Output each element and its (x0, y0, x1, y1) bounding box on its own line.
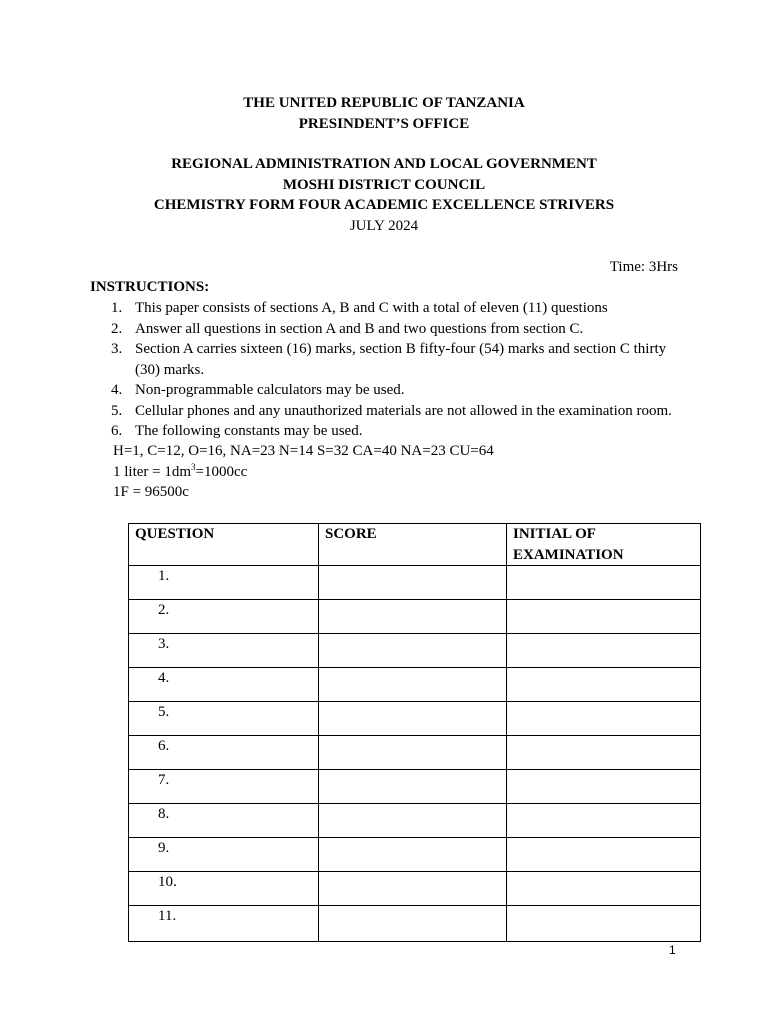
table-row (129, 600, 701, 634)
instruction-text: Non-programmable calculators may be used. (135, 382, 405, 398)
question-number: 2. (129, 600, 319, 634)
instruction-number: 4. (111, 382, 123, 398)
question-number: 9. (129, 838, 319, 872)
score-cell[interactable] (319, 804, 507, 838)
initial-cell[interactable] (507, 906, 701, 942)
exam-title: CHEMISTRY FORM FOUR ACADEMIC EXCELLENCE STRIVERS (153, 197, 615, 213)
table-row (129, 804, 701, 838)
administration-title: REGIONAL ADMINISTRATION AND LOCAL GOVERNMENT (171, 156, 597, 172)
question-number: 6. (129, 736, 319, 770)
liter-prefix: 1 liter = 1dm (113, 463, 192, 480)
score-column-header: SCORE (319, 524, 507, 566)
constants-block (113, 441, 494, 503)
table-row (129, 566, 701, 600)
initial-column-header: INITIAL OF EXAMINATION (507, 524, 701, 566)
score-cell[interactable] (319, 838, 507, 872)
document-header (0, 93, 768, 134)
instructions-title: INSTRUCTIONS: (90, 279, 210, 295)
question-column-header: QUESTION (129, 524, 319, 566)
score-cell[interactable] (319, 872, 507, 906)
exam-header (0, 154, 768, 236)
initial-cell[interactable] (507, 566, 701, 600)
instruction-item (111, 319, 691, 340)
question-number: 8. (129, 804, 319, 838)
initial-cell[interactable] (507, 702, 701, 736)
instruction-text: This paper consists of sections A, B and C with a total of eleven (11) questions (135, 300, 608, 316)
score-cell[interactable] (319, 634, 507, 668)
question-number: 5. (129, 702, 319, 736)
initial-cell[interactable] (507, 838, 701, 872)
instruction-item (111, 298, 691, 319)
initial-cell[interactable] (507, 804, 701, 838)
initial-cell[interactable] (507, 668, 701, 702)
question-number: 1. (129, 566, 319, 600)
score-cell[interactable] (319, 906, 507, 942)
liter-suffix: =1000cc (195, 463, 248, 480)
instruction-number: 2. (111, 320, 123, 337)
instruction-item (111, 380, 691, 401)
page-number: 1 (669, 943, 676, 957)
initial-cell[interactable] (507, 736, 701, 770)
table-row (129, 702, 701, 736)
score-table (128, 523, 701, 942)
instruction-number: 5. (111, 402, 123, 419)
instruction-number: 3. (111, 341, 123, 357)
score-cell[interactable] (319, 702, 507, 736)
office-title: PRESINDENT’S OFFICE (298, 115, 470, 132)
instructions-list (111, 298, 691, 442)
score-cell[interactable] (319, 668, 507, 702)
atomic-masses: H=1, C=12, O=16, NA=23 N=14 S=32 CA=40 NA=23 CU=64 (113, 443, 494, 459)
question-number: 7. (129, 770, 319, 804)
question-number: 10. (129, 872, 319, 906)
question-number: 11. (129, 906, 319, 942)
score-cell[interactable] (319, 566, 507, 600)
instruction-number: 6. (111, 423, 123, 439)
score-cell[interactable] (319, 600, 507, 634)
instruction-number: 1. (111, 300, 123, 316)
initial-cell[interactable] (507, 634, 701, 668)
instruction-item (111, 401, 691, 422)
question-number: 3. (129, 634, 319, 668)
table-row (129, 668, 701, 702)
table-row (129, 736, 701, 770)
liter-conversion (113, 462, 494, 483)
instruction-text: Answer all questions in section A and B and two questions from section C. (135, 320, 584, 337)
score-cell[interactable] (319, 770, 507, 804)
liter-exponent: 3 (191, 461, 196, 472)
question-number: 4. (129, 668, 319, 702)
exam-date: JULY 2024 (349, 217, 419, 234)
council-title: MOSHI DISTRICT COUNCIL (282, 176, 486, 193)
score-table-header (129, 524, 701, 566)
table-row (129, 838, 701, 872)
exam-duration: Time: 3Hrs (609, 259, 678, 275)
table-row (129, 906, 701, 942)
score-cell[interactable] (319, 736, 507, 770)
instruction-item (111, 339, 691, 380)
instruction-text: Cellular phones and any unauthorized materials are not allowed in the examination room. (135, 402, 672, 419)
initial-cell[interactable] (507, 872, 701, 906)
instruction-text: The following constants may be used. (135, 423, 363, 439)
table-row (129, 634, 701, 668)
table-row (129, 872, 701, 906)
instruction-text: Section A carries sixteen (16) marks, section B fifty-four (54) marks and section C thirty (30) marks. (135, 341, 667, 378)
table-row (129, 770, 701, 804)
instruction-item (111, 421, 691, 442)
initial-cell[interactable] (507, 600, 701, 634)
country-title: THE UNITED REPUBLIC OF TANZANIA (243, 95, 525, 111)
faraday-constant: 1F = 96500c (113, 484, 189, 500)
initial-cell[interactable] (507, 770, 701, 804)
